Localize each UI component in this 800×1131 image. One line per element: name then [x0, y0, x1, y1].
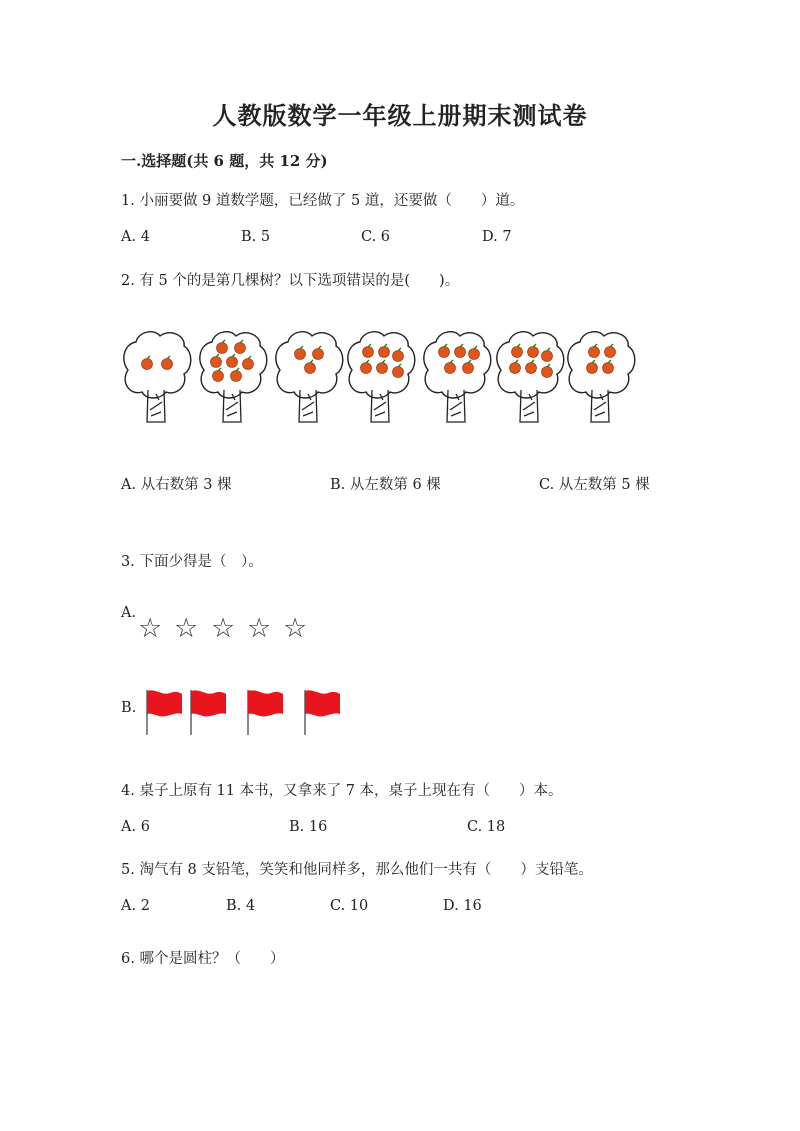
apple	[313, 349, 324, 360]
apple-tree-4	[348, 332, 415, 422]
apple	[213, 371, 224, 382]
red-flag-icon	[188, 688, 228, 740]
apple	[243, 359, 254, 370]
red-flag-icon	[144, 688, 184, 740]
apple	[393, 367, 404, 378]
apple-tree-2	[200, 332, 267, 422]
apple	[510, 363, 521, 374]
tree-canopy	[568, 332, 635, 398]
apple	[605, 347, 616, 358]
section-heading: 一.选择题(共 6 题，共 12 分)	[121, 152, 328, 170]
question-5: 5. 淘气有 8 支铅笔，笑笑和他同样多，那么他们一共有（ ）支铅笔。	[121, 862, 593, 878]
q5-option-b[interactable]: B. 4	[226, 898, 256, 914]
apple	[231, 371, 242, 382]
q3-option-a[interactable]: A.	[121, 605, 137, 621]
apple	[227, 357, 238, 368]
apple	[528, 347, 539, 358]
apple-trees-figure	[122, 330, 642, 430]
q5-option-c[interactable]: C. 10	[330, 898, 369, 914]
q2-option-b[interactable]: B. 从左数第 6 棵	[330, 477, 441, 493]
apple	[455, 347, 466, 358]
q1-option-c[interactable]: C. 6	[361, 229, 391, 245]
apple	[587, 363, 598, 374]
red-flag-icon	[302, 688, 342, 740]
question-3: 3. 下面少得是（ ）。	[121, 554, 263, 570]
apple	[542, 367, 553, 378]
question-6: 6. 哪个是圆柱？（ ）	[121, 951, 285, 967]
apple	[162, 359, 173, 370]
apple	[217, 343, 228, 354]
apple	[361, 363, 372, 374]
apple-tree-5	[424, 332, 491, 422]
apple	[363, 347, 374, 358]
apple	[469, 349, 480, 360]
q1-option-d[interactable]: D. 7	[482, 229, 512, 245]
star-outline-icon: ☆	[211, 613, 236, 644]
apple	[211, 357, 222, 368]
q2-option-a[interactable]: A. 从右数第 3 棵	[121, 477, 232, 493]
q5-option-a[interactable]: A. 2	[121, 898, 150, 914]
q4-option-c[interactable]: C. 18	[467, 819, 506, 835]
tree-canopy	[124, 332, 191, 398]
apple-tree-1	[124, 332, 191, 422]
apple-tree-6	[497, 332, 564, 422]
apple	[305, 363, 316, 374]
page-title: 人教版数学一年级上册期末测试卷	[212, 101, 588, 130]
q4-option-b[interactable]: B. 16	[289, 819, 328, 835]
apple	[235, 343, 246, 354]
apple	[445, 363, 456, 374]
apple	[512, 347, 523, 358]
star-outline-icon: ☆	[283, 613, 308, 644]
apple	[379, 347, 390, 358]
apple	[439, 347, 450, 358]
apple	[142, 359, 153, 370]
q3-option-b[interactable]: B.	[121, 700, 137, 716]
apple	[542, 351, 553, 362]
q2-option-c[interactable]: C. 从左数第 5 棵	[539, 477, 650, 493]
apple-tree-3	[276, 332, 343, 422]
q4-option-a[interactable]: A. 6	[121, 819, 150, 835]
apple	[589, 347, 600, 358]
red-flag-icon	[245, 688, 285, 740]
q1-option-a[interactable]: A. 4	[121, 229, 150, 245]
apple	[526, 363, 537, 374]
apple	[393, 351, 404, 362]
star-outline-icon: ☆	[247, 613, 272, 644]
apple	[295, 349, 306, 360]
tree-canopy	[424, 332, 491, 398]
question-4: 4. 桌子上原有 11 本书，又拿来了 7 本，桌子上现在有（ ）本。	[121, 783, 563, 799]
apple-tree-7	[568, 332, 635, 422]
question-2: 2. 有 5 个的是第几棵树？以下选项错误的是( )。	[121, 273, 460, 289]
apple	[377, 363, 388, 374]
apple	[463, 363, 474, 374]
q1-option-b[interactable]: B. 5	[241, 229, 271, 245]
star-outline-icon: ☆	[138, 613, 163, 644]
question-1: 1. 小丽要做 9 道数学题，已经做了 5 道，还要做（ ）道。	[121, 193, 525, 209]
q5-option-d[interactable]: D. 16	[443, 898, 482, 914]
star-outline-icon: ☆	[174, 613, 199, 644]
apple	[603, 363, 614, 374]
